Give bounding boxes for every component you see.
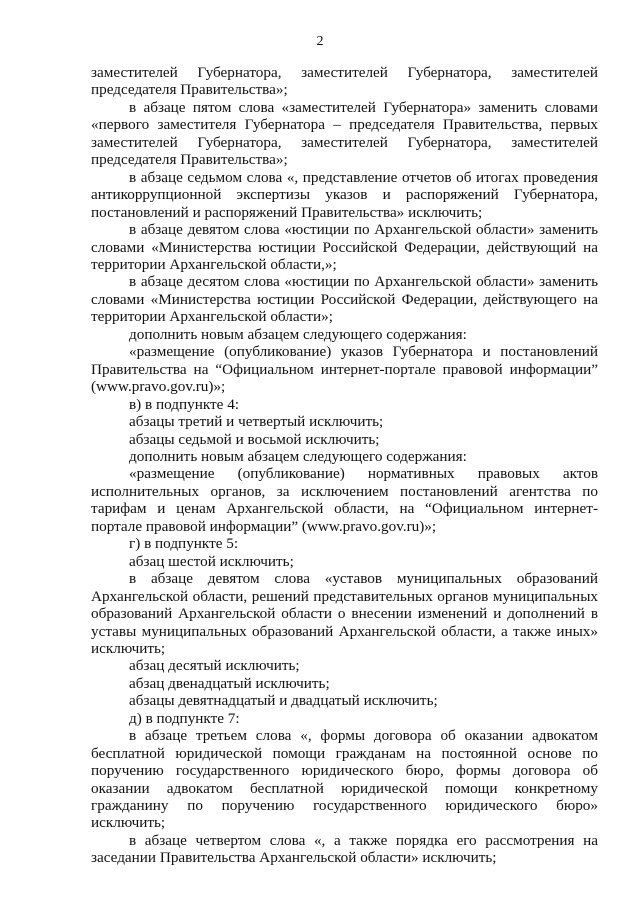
paragraph-5: в абзаце десятом слова «юстиции по Архангельской области» заменить словами «Министерства юстиции Российской Федерации, действующего на территории Архангельской области»; (91, 273, 598, 326)
paragraph-7: «размещение (опубликование) указов Губернатора и постановлений Правительства на “Официальном интернет-портале правовой информации” (www.pravo.gov.ru)»; (91, 343, 598, 396)
paragraph-8: в) в подпункте 4: (129, 395, 240, 413)
paragraph-19: д) в подпункте 7: (129, 709, 240, 727)
paragraph-12: «размещение (опубликование) нормативных правовых актов исполнительных органов, за исключением постановлений агентства по тарифам и ценам Архангельской области, на “Официальном интернет-портале правовой информации” (www.pravo.gov.ru)»; (91, 465, 598, 535)
paragraph-6: дополнить новым абзацем следующего содержания: (129, 325, 467, 343)
paragraph-16: абзац десятый исключить; (129, 657, 300, 675)
paragraph-21: в абзаце четвертом слова «, а также порядка его рассмотрения на заседании Правительства Архангельской области» исключить; (91, 831, 598, 867)
paragraph-2: в абзаце пятом слова «заместителей Губернатора» заменить словами «первого заместителя Губернатора – председателя Правительства, первых заместителей Губернатора, заместителей Губернатора, заместителей председателя Правительства»; (91, 98, 598, 169)
paragraph-3: в абзаце седьмом слова «, представление отчетов об итогах проведения антикоррупционной экспертизы указов и распоряжений Губернатора, постановлений и распоряжений Правительства» исключить; (91, 168, 598, 221)
paragraph-20: в абзаце третьем слова «, формы договора об оказании адвокатом бесплатной юридической помощи гражданам на постоянной основе по поручению государственного юридического бюро, формы договора об оказании адвокатом бесплатной юридической помощи конкретному гражданину по поручению государственного юридического бюро» исключить; (91, 727, 598, 832)
paragraph-18: абзацы девятнадцатый и двадцатый исключить; (129, 692, 438, 710)
paragraph-17: абзац двенадцатый исключить; (129, 674, 330, 692)
page-number: 2 (316, 34, 324, 49)
paragraph-4: в абзаце девятом слова «юстиции по Архангельской области» заменить словами «Министерства юстиции Российской Федерации, действующий на территории Архангельской области,»; (91, 221, 598, 273)
paragraph-1: заместителей Губернатора, заместителей Губернатора, заместителей председателя Правительства»; (91, 64, 598, 99)
paragraph-15: в абзаце девятом слова «уставов муниципальных образований Архангельской области, решений представительных органов муниципальных образований Архангельской области о внесении изменений и дополнений в уставы муниципальных образований Архангельской области, а также иных» исключить; (91, 570, 598, 657)
paragraph-9: абзацы третий и четвертый исключить; (129, 413, 384, 431)
paragraph-10: абзацы седьмой и восьмой исключить; (129, 430, 380, 448)
paragraph-11: дополнить новым абзацем следующего содержания: (129, 447, 467, 465)
document-body (91, 64, 598, 867)
paragraph-13: г) в подпункте 5: (129, 535, 239, 553)
paragraph-14: абзац шестой исключить; (129, 552, 294, 570)
